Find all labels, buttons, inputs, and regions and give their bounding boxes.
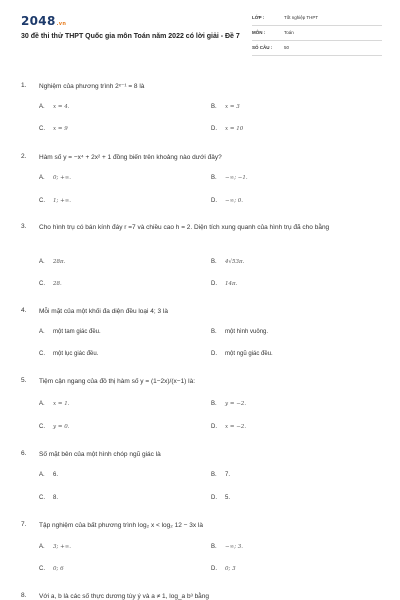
option-letter: C. [39,351,45,357]
option-letter: B. [211,259,217,265]
option-text: x = 9 [53,126,68,132]
meta-value: 50 [284,45,290,50]
option-d[interactable] [211,351,273,357]
option-c[interactable] [39,281,62,287]
option-letter: C. [39,495,45,501]
option-letter: B. [211,544,217,550]
option-text: 7. [225,472,231,478]
option-b[interactable] [211,401,246,407]
option-letter: D. [211,424,217,430]
option-text: một ngũ giác đều. [225,351,273,357]
option-d[interactable] [211,198,243,204]
option-text: y = 0. [53,424,70,430]
question-number: 5. [21,377,27,384]
question-text: Hàm số y = −x⁴ + 2x² + 1 đồng biến trên khoảng nào dưới đây? [39,154,222,161]
option-text: 0; 6 [53,566,64,572]
question-text: Với a, b là các số thực dương tùy ý và a ≠ 1, log_a b³ bằng [39,593,210,600]
option-text: 4√53π. [225,259,245,265]
option-c[interactable] [39,495,58,501]
option-a[interactable] [39,329,101,335]
option-letter: A. [39,104,45,110]
document-meta [252,14,382,59]
option-d[interactable] [211,495,230,501]
option-c[interactable] [39,126,68,132]
option-letter: A. [39,259,45,265]
option-text: x = −2. [225,424,247,430]
option-text: y = −2. [225,401,247,407]
option-c[interactable] [39,351,98,357]
option-letter: A. [39,472,45,478]
option-letter: D. [211,495,217,501]
meta-value: Toán [284,30,294,35]
option-letter: D. [211,351,217,357]
option-letter: A. [39,175,45,181]
option-text: −∞; −1. [225,175,248,181]
option-letter: D. [211,566,217,572]
logo-suffix: .vn [56,21,67,27]
question-text: Số mặt bên của một hình chóp ngũ giác là [39,451,161,458]
question-text: Cho hình trụ có bán kính đáy r =7 và chiều cao h = 2. Diện tích xung quanh của hình trụ đã cho bằng [39,224,330,231]
option-d[interactable] [211,566,236,572]
option-b[interactable] [211,472,230,478]
meta-row-class [252,14,382,26]
question-number: 2. [21,153,27,160]
option-a[interactable] [39,472,58,478]
option-letter: C. [39,126,45,132]
question-number: 6. [21,450,27,457]
site-logo[interactable] [21,14,66,28]
option-d[interactable] [211,281,237,287]
question-number: 8. [21,592,27,599]
option-text: 3; +∞. [53,544,72,550]
option-text: một hình vuông. [225,329,269,335]
document-title: 30 đề thi thử THPT Quốc gia môn Toán năm 2022 có lời giải - Đề 7 [21,33,240,40]
meta-row-count [252,44,382,56]
option-a[interactable] [39,544,71,550]
option-text: 14π. [225,281,238,287]
question-number: 1. [21,82,27,89]
option-text: một tam giác đều. [53,329,101,335]
meta-row-subject [252,29,382,41]
question-text: Mỗi mặt của một khối đa diện đều loại 4; 3 là [39,308,168,315]
option-letter: B. [211,175,217,181]
option-text: 0; 3 [225,566,236,572]
meta-key: MÔN : [252,30,266,35]
option-a[interactable] [39,401,69,407]
option-text: 5. [225,495,231,501]
option-d[interactable] [211,126,243,132]
option-text: −∞; 0. [225,198,244,204]
question-number: 4. [21,307,27,314]
option-letter: A. [39,544,45,550]
option-letter: D. [211,281,217,287]
option-letter: A. [39,401,45,407]
option-text: x = 1. [53,401,70,407]
option-a[interactable] [39,259,65,265]
question-text: Tiệm cận ngang của đồ thị hàm số y = (1−2x)/(x−1) là: [39,378,196,385]
option-b[interactable] [211,259,244,265]
option-b[interactable] [211,104,240,110]
option-letter: B. [211,329,217,335]
question-text: Nghiệm của phương trình 2ˣ⁻¹ = 8 là [39,83,145,90]
option-text: x = 10 [225,126,244,132]
question-number: 7. [21,521,27,528]
option-letter: C. [39,281,45,287]
option-letter: D. [211,198,217,204]
document-header [0,0,400,68]
option-text: 1; +∞. [53,198,72,204]
option-c[interactable] [39,424,69,430]
option-letter: C. [39,566,45,572]
option-b[interactable] [211,175,248,181]
option-text: −∞; 3. [225,544,244,550]
option-letter: B. [211,401,217,407]
meta-key: LỚP : [252,15,265,20]
option-letter: D. [211,126,217,132]
option-a[interactable] [39,104,69,110]
option-text: 28π. [53,259,66,265]
option-text: 8. [53,495,59,501]
option-letter: C. [39,198,45,204]
option-letter: B. [211,472,217,478]
question-number: 3. [21,223,27,230]
option-text: x = 3 [225,104,240,110]
question-list [0,72,400,600]
option-b[interactable] [211,544,243,550]
option-d[interactable] [211,424,246,430]
option-text: 28. [53,281,62,287]
option-letter: C. [39,424,45,430]
option-c[interactable] [39,198,71,204]
option-text: 6. [53,472,59,478]
logo-text: 2048 [21,14,56,28]
option-text: một lục giác đều. [53,351,99,357]
option-letter: A. [39,329,45,335]
option-c[interactable] [39,566,64,572]
option-b[interactable] [211,329,268,335]
option-text: x = 4. [53,104,70,110]
meta-value: Tốt nghiệp THPT [284,15,319,20]
question-text: Tập nghiệm của bất phương trình log₂ x < log₂ 12 − 3x là [39,522,203,529]
option-a[interactable] [39,175,71,181]
meta-key: SỐ CÂU : [252,45,273,50]
option-letter: B. [211,104,217,110]
option-text: 0; +∞. [53,175,72,181]
